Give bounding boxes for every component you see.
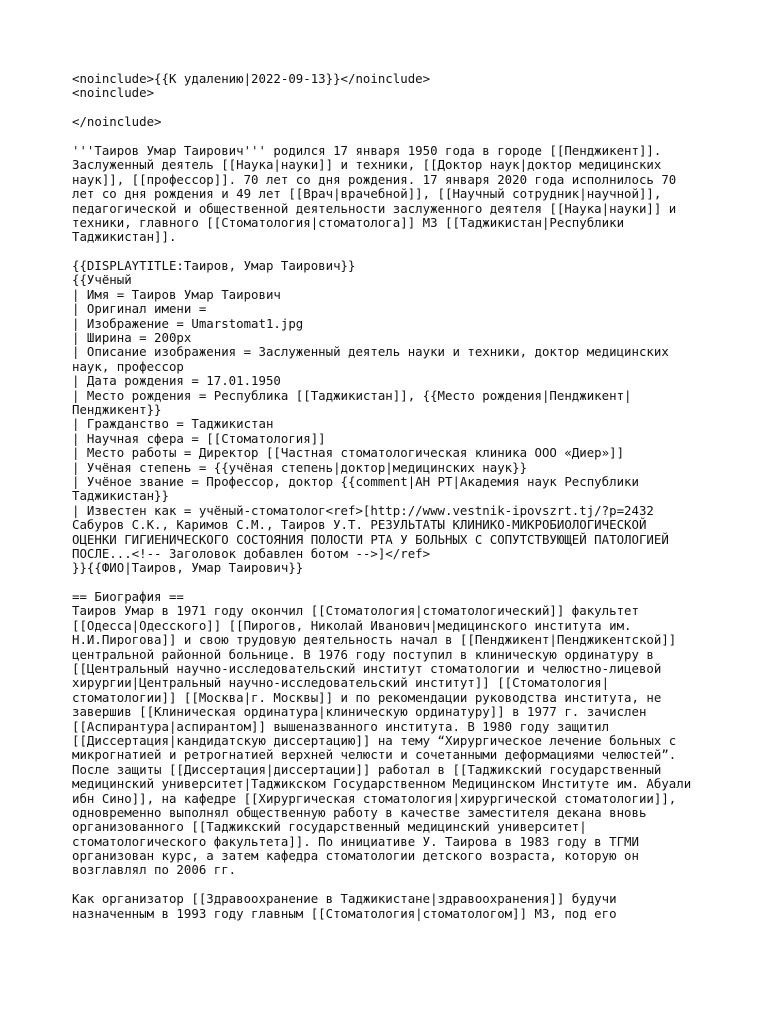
- document-line: стоматологического факультета]]. По инициативе У. Таирова в 1983 году в ТГМИ: [72, 833, 639, 849]
- document-line: | Имя = Таиров Умар Таирович: [72, 286, 281, 302]
- document-line: наук, профессор: [72, 358, 184, 374]
- document-line: Таджикистан}}: [72, 488, 169, 504]
- document-line: | Учёная степень = {{учёная степень|доктор|медицинских наук}}: [72, 459, 528, 475]
- document-line: педагогической и общественной деятельности заслуженного деятеля [[Наука|науки]] и: [72, 200, 677, 216]
- document-line: стоматологии]] [[Москва|г. Москвы]] и по рекомендации руководства института, не: [72, 689, 662, 705]
- document-line: == Биография ==: [72, 589, 184, 605]
- document-line: медицинский университет|Таджикском Государственном Медицинском Институте им. Абуали: [72, 776, 692, 792]
- document-line: [72, 245, 696, 259]
- document-line: техники, главного [[Стоматология|стоматолога]] МЗ [[Таджикистан|Республики: [72, 214, 625, 230]
- document-text: [72, 72, 696, 921]
- document-line: <noinclude>{{К удалению|2022-09-13}}</noinclude>: [72, 71, 431, 86]
- document-line: <noinclude>: [72, 85, 155, 101]
- document-line: [[Центральный научно-исследовательский институт стоматологии и челюстно-лицевой: [72, 661, 662, 677]
- document-line: | Гражданство = Таджикистан: [72, 416, 274, 432]
- document-line: }}{{ФИО|Таиров, Умар Таирович}}: [72, 560, 304, 576]
- document-line: одновременно выполнял общественную работу в качестве заместителя декана вновь: [72, 804, 647, 820]
- document-line: Заслуженный деятель [[Наука|науки]] и техники, [[Доктор наук|доктор медицинских: [72, 157, 662, 173]
- document-line: | Место рождения = Республика [[Таджикистан]], {{Место рождения|Пенджикент|: [72, 387, 632, 403]
- document-line: микрогнатией и ретрогнатией верхней челюсти и сочетанными деформациями челюстей”.: [72, 747, 677, 763]
- document-line: '''Таиров Умар Таирович''' родился 17 января 1950 года в городе [[Пенджикент]].: [72, 142, 662, 158]
- document-line: назначенным в 1993 году главным [[Стоматология|стоматологом]] МЗ, под его: [72, 905, 617, 921]
- document-line: После защиты [[Диссертация|диссертации]] работал в [[Таджикский государственный: [72, 761, 662, 777]
- document-line: организованного [[Таджикский государственный медицинский университет|: [72, 819, 587, 835]
- document-line: лет со дня рождения и 49 лет [[Врач|врачебной]], [[Научный сотрудник|научной]],: [72, 186, 662, 202]
- document-line: Таджикистан]].: [72, 229, 177, 245]
- document-line: | Изображение = Umarstomat1.jpg: [72, 315, 304, 331]
- document-line: [72, 576, 696, 590]
- document-line: [72, 878, 696, 892]
- document-line: [72, 130, 696, 144]
- document-line: | Дата рождения = 17.01.1950: [72, 373, 281, 389]
- document-line: [[Аспирантура|аспирантом]] вышеназванного института. В 1980 году защитил: [72, 718, 610, 734]
- document-line: </noinclude>: [72, 114, 162, 130]
- document-line: завершив [[Клиническая ординатура|клиническую ординатуру]] в 1977 г. зачислен: [72, 704, 647, 720]
- document-line: | Учёное звание = Профессор, доктор {{comment|АН РТ|Академия наук Республики: [72, 473, 639, 489]
- document-line: ибн Сино]], на кафедре [[Хирургическая стоматология|хирургической стоматологии]],: [72, 790, 677, 806]
- document-line: Н.И.Пирогова]] и свою трудовую деятельность начал в [[Пенджикент|Пенджикентской]]: [72, 632, 677, 648]
- document-line: | Научная сфера = [[Стоматология]]: [72, 430, 326, 446]
- document-line: возглавлял по 2006 гг.: [72, 862, 237, 878]
- document-line: | Место работы = Директор [[Частная стоматологическая клиника ООО «Диер»]]: [72, 445, 625, 461]
- document-line: [[Диссертация|кандидатскую диссертацию]] на тему “Хирургическое лечение больных с: [72, 732, 677, 748]
- document-line: ОЦЕНКИ ГИГИЕНИЧЕСКОГО СОСТОЯНИЯ ПОЛОСТИ РТА У БОЛЬНЫХ С СОПУТСТВУЮЩЕЙ ПАТОЛОГИЕЙ: [72, 531, 669, 547]
- document-line: | Ширина = 200px: [72, 330, 192, 346]
- document-line: Сабуров С.К., Каримов С.М., Таиров У.Т. РЕЗУЛЬТАТЫ КЛИНИКО-МИКРОБИОЛОГИЧЕСКОЙ: [72, 517, 647, 533]
- document-line: ПОСЛЕ...<!-- Заголовок добавлен ботом -->]</ref>: [72, 545, 431, 561]
- document-line: | Известен как = учёный-стоматолог<ref>[http://www.vestnik-ipovszrt.tj/?p=2432: [72, 502, 654, 518]
- document-line: | Описание изображения = Заслуженный деятель науки и техники, доктор медицинских: [72, 344, 669, 360]
- document-line: хирургии|Центральный научно-исследовательский институт]] [[Стоматология|: [72, 675, 610, 691]
- document-line: Пенджикент}}: [72, 401, 162, 417]
- document-line: наук]], [[профессор]]. 70 лет со дня рождения. 17 января 2020 года исполнилось 70: [72, 171, 677, 187]
- document-line: | Оригинал имени =: [72, 301, 207, 317]
- document-line: [72, 101, 696, 115]
- document-line: {{Учёный: [72, 272, 132, 288]
- document-line: Таиров Умар в 1971 году окончил [[Стоматология|стоматологический]] факультет: [72, 603, 639, 619]
- document-line: {{DISPLAYTITLE:Таиров, Умар Таирович}}: [72, 258, 356, 274]
- document-line: организован курс, а затем кафедра стоматологии детского возраста, которую он: [72, 848, 639, 864]
- document-line: Как организатор [[Здравоохранение в Таджикистане|здравоохранения]] будучи: [72, 891, 617, 907]
- document-line: [[Одесса|Одесского]] [[Пирогов, Николай Иванович|медицинского института им.: [72, 617, 632, 633]
- document-line: центральной районной больнице. В 1976 году поступил в клиническую ординатуру в: [72, 646, 654, 662]
